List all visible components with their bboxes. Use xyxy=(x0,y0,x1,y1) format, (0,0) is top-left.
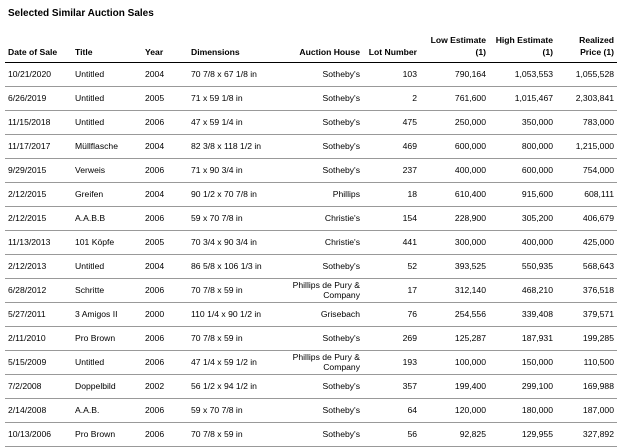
cell-high-estimate: 129,955 xyxy=(489,423,556,447)
cell-low-estimate: 300,000 xyxy=(420,231,489,255)
cell-year: 2004 xyxy=(142,183,188,207)
cell-title: 3 Amigos II xyxy=(72,303,142,327)
cell-date: 5/27/2011 xyxy=(5,303,72,327)
cell-year: 2004 xyxy=(142,63,188,87)
cell-realized-price: 327,892 xyxy=(556,423,617,447)
cell-high-estimate: 350,000 xyxy=(489,111,556,135)
cell-dimensions: 82 3/8 x 118 1/2 in xyxy=(188,135,286,159)
cell-low-estimate: 92,825 xyxy=(420,423,489,447)
header-title: Title xyxy=(72,33,142,63)
cell-high-estimate: 800,000 xyxy=(489,135,556,159)
cell-auction-house: Sotheby's xyxy=(286,423,363,447)
table-row xyxy=(5,207,617,231)
cell-high-estimate: 468,210 xyxy=(489,279,556,303)
cell-date: 2/14/2008 xyxy=(5,399,72,423)
cell-dimensions: 70 7/8 x 59 in xyxy=(188,327,286,351)
cell-auction-house: Sotheby's xyxy=(286,375,363,399)
cell-low-estimate: 790,164 xyxy=(420,63,489,87)
header-high-estimate: High Estimate (1) xyxy=(489,33,556,63)
cell-low-estimate: 393,525 xyxy=(420,255,489,279)
cell-date: 11/13/2013 xyxy=(5,231,72,255)
cell-year: 2006 xyxy=(142,399,188,423)
table-row xyxy=(5,231,617,255)
header-low-estimate: Low Estimate (1) xyxy=(420,33,489,63)
table-row xyxy=(5,159,617,183)
cell-low-estimate: 400,000 xyxy=(420,159,489,183)
cell-low-estimate: 250,000 xyxy=(420,111,489,135)
cell-realized-price: 110,500 xyxy=(556,351,617,375)
cell-date: 2/12/2015 xyxy=(5,207,72,231)
cell-low-estimate: 100,000 xyxy=(420,351,489,375)
cell-low-estimate: 312,140 xyxy=(420,279,489,303)
cell-auction-house: Sotheby's xyxy=(286,159,363,183)
cell-realized-price: 1,215,000 xyxy=(556,135,617,159)
cell-title: Schritte xyxy=(72,279,142,303)
cell-date: 9/29/2015 xyxy=(5,159,72,183)
cell-lot-number: 2 xyxy=(363,87,420,111)
cell-dimensions: 70 7/8 x 67 1/8 in xyxy=(188,63,286,87)
cell-high-estimate: 1,053,553 xyxy=(489,63,556,87)
cell-dimensions: 70 3/4 x 90 3/4 in xyxy=(188,231,286,255)
cell-dimensions: 47 1/4 x 59 1/2 in xyxy=(188,351,286,375)
cell-lot-number: 56 xyxy=(363,423,420,447)
cell-high-estimate: 915,600 xyxy=(489,183,556,207)
cell-high-estimate: 299,100 xyxy=(489,375,556,399)
cell-lot-number: 154 xyxy=(363,207,420,231)
cell-dimensions: 47 x 59 1/4 in xyxy=(188,111,286,135)
cell-realized-price: 187,000 xyxy=(556,399,617,423)
cell-dimensions: 70 7/8 x 59 in xyxy=(188,279,286,303)
cell-lot-number: 64 xyxy=(363,399,420,423)
cell-lot-number: 17 xyxy=(363,279,420,303)
cell-realized-price: 376,518 xyxy=(556,279,617,303)
cell-high-estimate: 600,000 xyxy=(489,159,556,183)
cell-auction-house: Sotheby's xyxy=(286,399,363,423)
table-row xyxy=(5,87,617,111)
cell-auction-house: Christie's xyxy=(286,231,363,255)
cell-date: 5/15/2009 xyxy=(5,351,72,375)
cell-title: Doppelbild xyxy=(72,375,142,399)
cell-date: 2/12/2015 xyxy=(5,183,72,207)
header-auction-house: Auction House xyxy=(286,33,363,63)
cell-date: 2/11/2010 xyxy=(5,327,72,351)
cell-dimensions: 71 x 90 3/4 in xyxy=(188,159,286,183)
table-row xyxy=(5,399,617,423)
cell-title: Untitled xyxy=(72,87,142,111)
cell-date: 6/26/2019 xyxy=(5,87,72,111)
cell-title: Untitled xyxy=(72,351,142,375)
cell-dimensions: 59 x 70 7/8 in xyxy=(188,399,286,423)
cell-auction-house: Sotheby's xyxy=(286,135,363,159)
cell-title: Untitled xyxy=(72,111,142,135)
cell-date: 11/15/2018 xyxy=(5,111,72,135)
cell-title: Untitled xyxy=(72,63,142,87)
cell-high-estimate: 550,935 xyxy=(489,255,556,279)
cell-auction-house: Sotheby's xyxy=(286,111,363,135)
table-row xyxy=(5,351,617,375)
cell-year: 2005 xyxy=(142,87,188,111)
table-row xyxy=(5,63,617,87)
cell-low-estimate: 125,287 xyxy=(420,327,489,351)
cell-lot-number: 357 xyxy=(363,375,420,399)
cell-year: 2006 xyxy=(142,111,188,135)
cell-date: 2/12/2013 xyxy=(5,255,72,279)
cell-title: A.A.B. xyxy=(72,399,142,423)
cell-lot-number: 441 xyxy=(363,231,420,255)
cell-lot-number: 269 xyxy=(363,327,420,351)
cell-year: 2006 xyxy=(142,327,188,351)
cell-auction-house: Sotheby's xyxy=(286,63,363,87)
cell-dimensions: 110 1/4 x 90 1/2 in xyxy=(188,303,286,327)
cell-title: Untitled xyxy=(72,255,142,279)
table-header xyxy=(5,33,617,63)
cell-low-estimate: 199,400 xyxy=(420,375,489,399)
cell-auction-house: Sotheby's xyxy=(286,327,363,351)
table-row xyxy=(5,111,617,135)
cell-low-estimate: 600,000 xyxy=(420,135,489,159)
cell-realized-price: 199,285 xyxy=(556,327,617,351)
cell-high-estimate: 180,000 xyxy=(489,399,556,423)
table-row xyxy=(5,327,617,351)
header-date: Date of Sale xyxy=(5,33,72,63)
cell-low-estimate: 761,600 xyxy=(420,87,489,111)
cell-year: 2004 xyxy=(142,135,188,159)
cell-realized-price: 754,000 xyxy=(556,159,617,183)
cell-year: 2000 xyxy=(142,303,188,327)
header-lot-number: Lot Number xyxy=(363,33,420,63)
cell-lot-number: 469 xyxy=(363,135,420,159)
cell-auction-house: Phillips de Pury & Company xyxy=(286,279,363,303)
table-row xyxy=(5,279,617,303)
cell-lot-number: 76 xyxy=(363,303,420,327)
cell-lot-number: 103 xyxy=(363,63,420,87)
cell-realized-price: 169,988 xyxy=(556,375,617,399)
cell-auction-house: Grisebach xyxy=(286,303,363,327)
cell-dimensions: 70 7/8 x 59 in xyxy=(188,423,286,447)
table-row xyxy=(5,183,617,207)
cell-lot-number: 237 xyxy=(363,159,420,183)
table-row xyxy=(5,135,617,159)
cell-dimensions: 86 5/8 x 106 1/3 in xyxy=(188,255,286,279)
cell-date: 11/17/2017 xyxy=(5,135,72,159)
cell-low-estimate: 610,400 xyxy=(420,183,489,207)
cell-high-estimate: 150,000 xyxy=(489,351,556,375)
cell-year: 2005 xyxy=(142,231,188,255)
cell-lot-number: 52 xyxy=(363,255,420,279)
table-row xyxy=(5,423,617,447)
cell-high-estimate: 339,408 xyxy=(489,303,556,327)
cell-dimensions: 90 1/2 x 70 7/8 in xyxy=(188,183,286,207)
cell-realized-price: 2,303,841 xyxy=(556,87,617,111)
cell-realized-price: 425,000 xyxy=(556,231,617,255)
table-row xyxy=(5,303,617,327)
cell-title: Greifen xyxy=(72,183,142,207)
cell-auction-house: Christie's xyxy=(286,207,363,231)
cell-date: 7/2/2008 xyxy=(5,375,72,399)
cell-date: 10/13/2006 xyxy=(5,423,72,447)
cell-year: 2006 xyxy=(142,159,188,183)
header-row xyxy=(5,33,617,63)
cell-auction-house: Phillips xyxy=(286,183,363,207)
header-realized-price: Realized Price (1) xyxy=(556,33,617,63)
cell-low-estimate: 228,900 xyxy=(420,207,489,231)
cell-realized-price: 783,000 xyxy=(556,111,617,135)
cell-year: 2006 xyxy=(142,279,188,303)
cell-year: 2004 xyxy=(142,255,188,279)
page-title: Selected Similar Auction Sales xyxy=(8,8,154,19)
auction-sales-table xyxy=(5,33,617,447)
cell-realized-price: 608,111 xyxy=(556,183,617,207)
cell-realized-price: 379,571 xyxy=(556,303,617,327)
cell-date: 6/28/2012 xyxy=(5,279,72,303)
cell-high-estimate: 187,931 xyxy=(489,327,556,351)
cell-dimensions: 56 1/2 x 94 1/2 in xyxy=(188,375,286,399)
cell-auction-house: Sotheby's xyxy=(286,255,363,279)
table-body xyxy=(5,63,617,447)
table-row xyxy=(5,255,617,279)
header-year: Year xyxy=(142,33,188,63)
cell-high-estimate: 305,200 xyxy=(489,207,556,231)
cell-high-estimate: 1,015,467 xyxy=(489,87,556,111)
cell-lot-number: 193 xyxy=(363,351,420,375)
cell-low-estimate: 120,000 xyxy=(420,399,489,423)
cell-realized-price: 568,643 xyxy=(556,255,617,279)
cell-title: Pro Brown xyxy=(72,423,142,447)
cell-year: 2002 xyxy=(142,375,188,399)
cell-auction-house: Sotheby's xyxy=(286,87,363,111)
cell-title: Müllflasche xyxy=(72,135,142,159)
cell-year: 2006 xyxy=(142,207,188,231)
cell-dimensions: 59 x 70 7/8 in xyxy=(188,207,286,231)
cell-low-estimate: 254,556 xyxy=(420,303,489,327)
table-row xyxy=(5,375,617,399)
cell-year: 2006 xyxy=(142,423,188,447)
cell-dimensions: 71 x 59 1/8 in xyxy=(188,87,286,111)
cell-lot-number: 475 xyxy=(363,111,420,135)
cell-title: 101 Köpfe xyxy=(72,231,142,255)
cell-realized-price: 1,055,528 xyxy=(556,63,617,87)
cell-realized-price: 406,679 xyxy=(556,207,617,231)
cell-title: Pro Brown xyxy=(72,327,142,351)
cell-year: 2006 xyxy=(142,351,188,375)
cell-high-estimate: 400,000 xyxy=(489,231,556,255)
cell-auction-house: Phillips de Pury & Company xyxy=(286,351,363,375)
cell-date: 10/21/2020 xyxy=(5,63,72,87)
cell-title: Verweis xyxy=(72,159,142,183)
cell-lot-number: 18 xyxy=(363,183,420,207)
header-dimensions: Dimensions xyxy=(188,33,286,63)
cell-title: A.A.B.B xyxy=(72,207,142,231)
